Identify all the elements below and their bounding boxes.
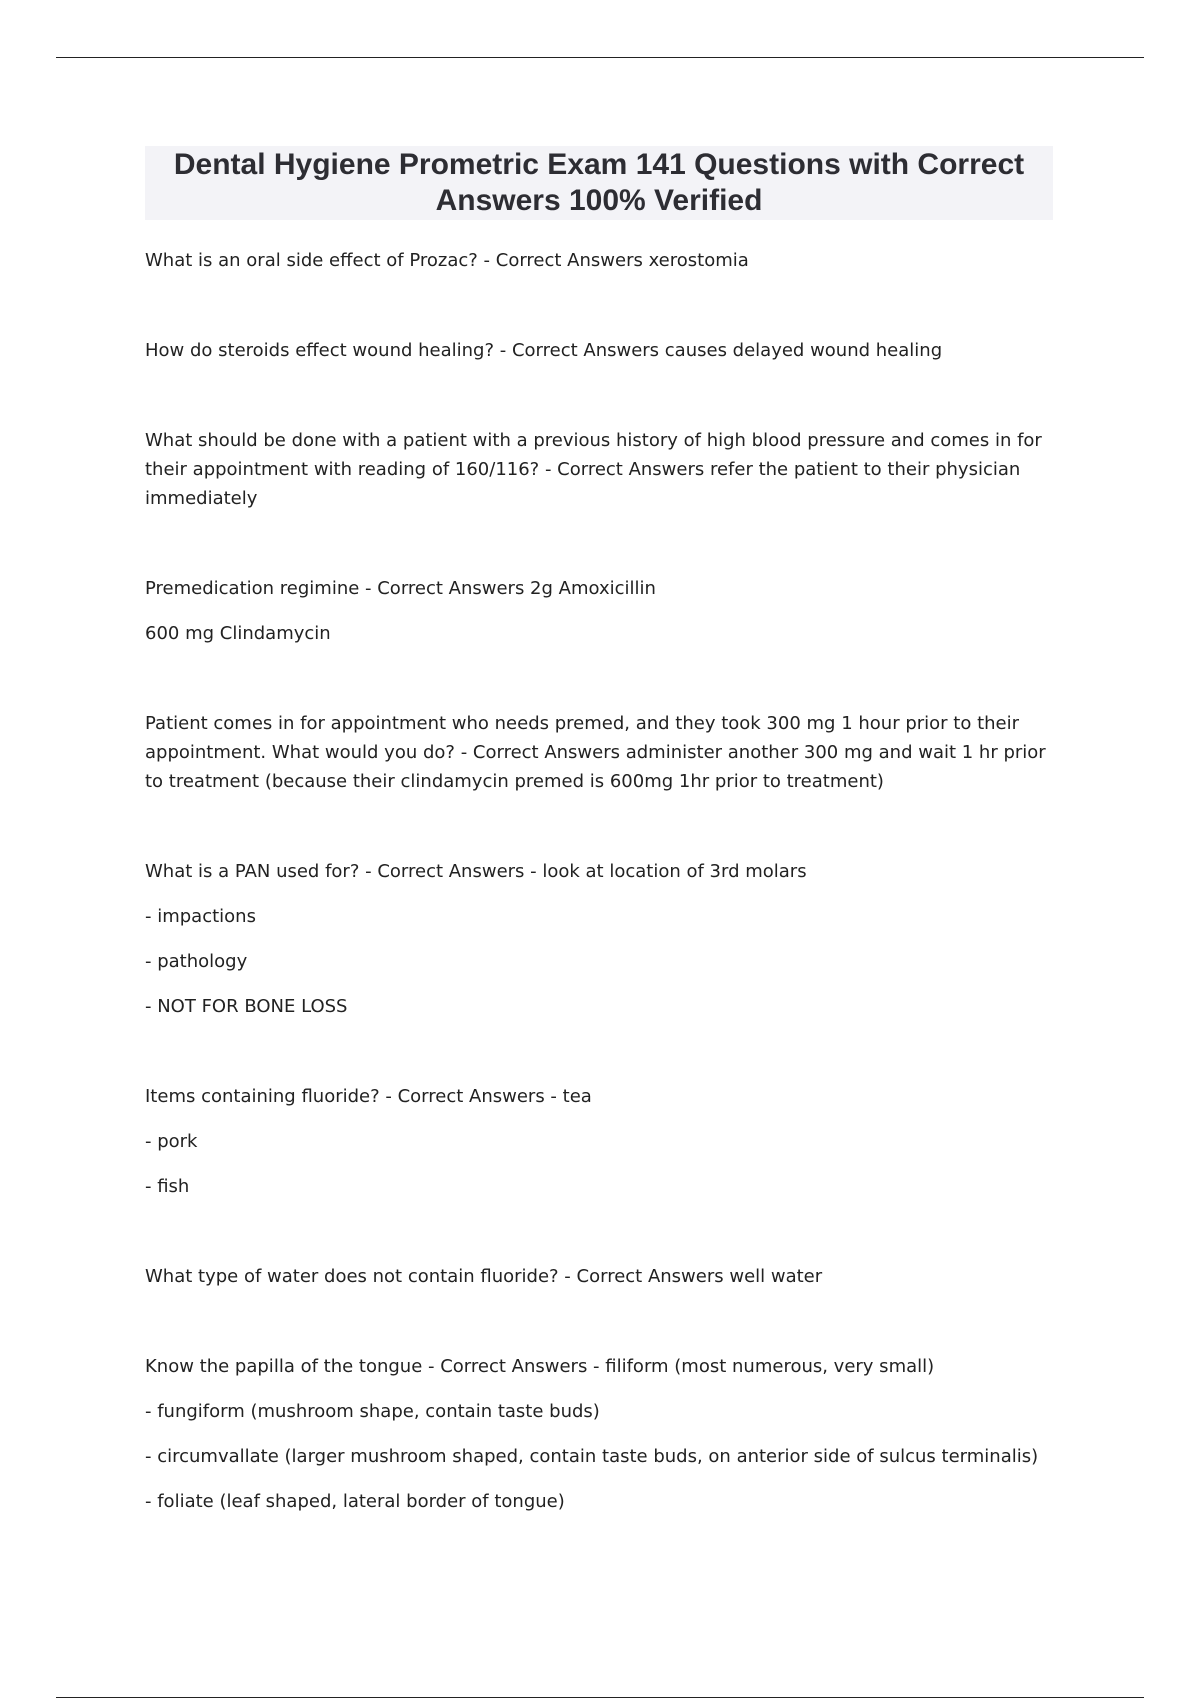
qa-text: Patient comes in for appointment who needs premed, and they took 300 mg 1 hour prior to their appointment. What would you do? - Correct Answers administer another 300 mg and wait 1 hr prior to treatment (because their clindamycin premed is 600mg 1hr prior to treatment) [145,713,1046,792]
title-banner [145,146,1053,220]
qa-subline: - NOT FOR BONE LOSS [145,996,348,1017]
qa-item [145,426,1055,513]
qa-text: How do steroids effect wound healing? - Correct Answers causes delayed wound healing [145,340,943,361]
qa-item [145,246,1055,275]
qa-subline: 600 mg Clindamycin [145,623,331,644]
qa-text: What should be done with a patient with a previous history of high blood pressure and comes in for their appointment with reading of 160/116? - Correct Answers refer the patient to their physician immediately [145,430,1042,509]
qa-subline: - impactions [145,906,256,927]
qa-text: Know the papilla of the tongue - Correct Answers - filiform (most numerous, very small) [145,1356,935,1377]
qa-item [145,1352,1055,1516]
qa-subline: - circumvallate (larger mushroom shaped, contain taste buds, on anterior side of sulcus terminalis) [145,1446,1039,1467]
footer-rule [56,1697,1144,1698]
qa-item [145,1082,1055,1201]
qa-list [145,246,1055,1577]
qa-item [145,336,1055,365]
qa-subline: - fungiform (mushroom shape, contain taste buds) [145,1401,600,1422]
header-rule [56,57,1144,58]
document-title: Dental Hygiene Prometric Exam 141 Questions with Correct Answers 100% Verified [173,148,1025,217]
qa-subline: - pathology [145,951,248,972]
qa-item [145,709,1055,796]
qa-item [145,857,1055,1021]
qa-item [145,574,1055,648]
qa-item [145,1262,1055,1291]
qa-text: Premedication regimine - Correct Answers 2g Amoxicillin [145,578,656,599]
qa-text: What type of water does not contain fluoride? - Correct Answers well water [145,1266,823,1287]
qa-text: Items containing fluoride? - Correct Answers - tea [145,1086,592,1107]
qa-subline: - fish [145,1176,190,1197]
qa-text: What is an oral side effect of Prozac? - Correct Answers xerostomia [145,250,749,271]
qa-subline: - foliate (leaf shaped, lateral border of tongue) [145,1491,565,1512]
qa-subline: - pork [145,1131,198,1152]
qa-text: What is a PAN used for? - Correct Answers - look at location of 3rd molars [145,861,807,882]
